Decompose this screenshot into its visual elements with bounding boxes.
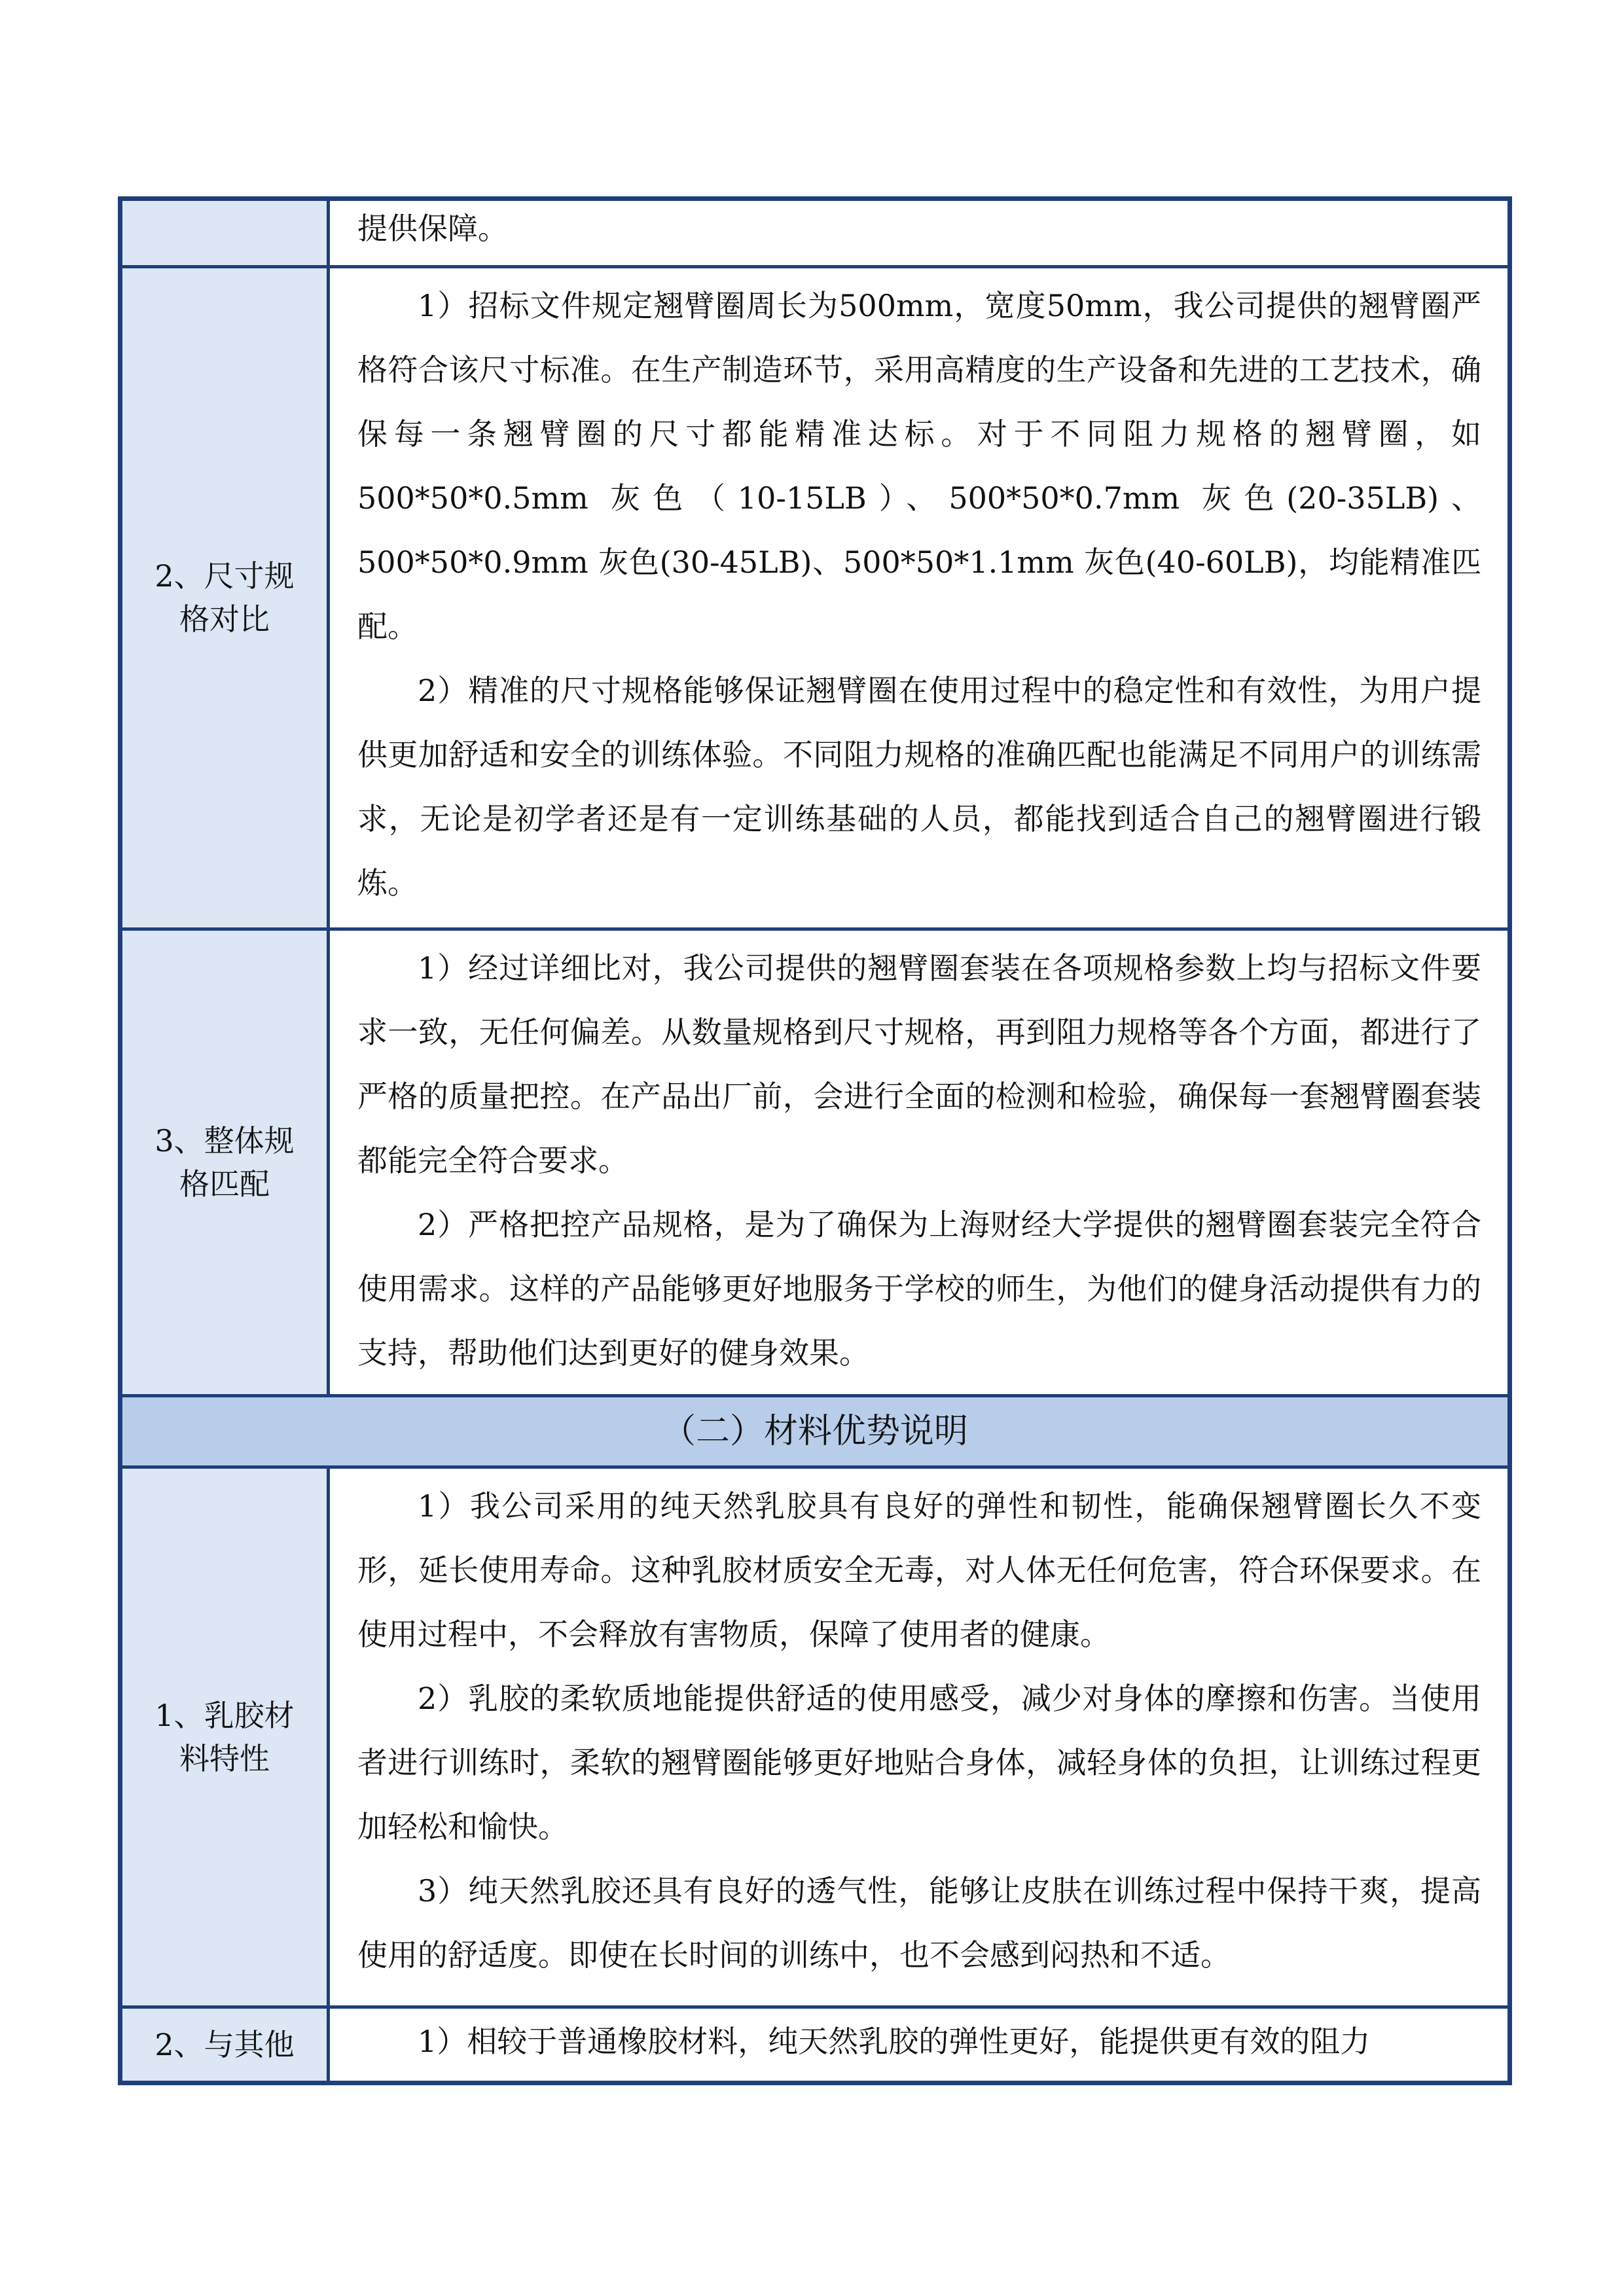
paragraph: 3）纯天然乳胶还具有良好的透气性，能够让皮肤在训练过程中保持干爽，提高使用的舒适度。即使在长时间的训练中，也不会感到闷热和不适。 bbox=[357, 1873, 1481, 1973]
table-row-continuation bbox=[120, 199, 1510, 267]
row-label-empty bbox=[120, 199, 329, 267]
row-label bbox=[120, 267, 329, 929]
row-label-text: 2、与其他 bbox=[154, 2026, 295, 2062]
table-row-size-spec bbox=[120, 267, 1510, 929]
table-row-overall-spec bbox=[120, 929, 1510, 1395]
row-content bbox=[329, 2007, 1510, 2083]
row-content bbox=[329, 1467, 1510, 2007]
table-row-compare bbox=[120, 2007, 1510, 2083]
table-row-latex bbox=[120, 1467, 1510, 2007]
row-label bbox=[120, 1467, 329, 2007]
paragraph: 1）经过详细比对，我公司提供的翘臂圈套装在各项规格参数上均与招标文件要求一致，无任何偏差。从数量规格到尺寸规格，再到阻力规格等各个方面，都进行了严格的质量把控。在产品出厂前，会进行全面的检测和检验，确保每一套翘臂圈套装都能完全符合要求。 bbox=[357, 950, 1481, 1178]
paragraph: 2）严格把控产品规格，是为了确保为上海财经大学提供的翘臂圈套装完全符合使用需求。这样的产品能够更好地服务于学校的师生，为他们的健身活动提供有力的支持，帮助他们达到更好的健身效果。 bbox=[357, 1206, 1481, 1371]
paragraph: 2）精准的尺寸规格能够保证翘臂圈在使用过程中的稳定性和有效性，为用户提供更加舒适和安全的训练体验。不同阻力规格的准确匹配也能满足不同用户的训练需求，无论是初学者还是有一定训练基础的人员，都能找到适合自己的翘臂圈进行锻炼。 bbox=[357, 673, 1481, 901]
paragraph: 1）相较于普通橡胶材料，纯天然乳胶的弹性更好，能提供更有效的阻力 bbox=[418, 2023, 1371, 2059]
row-label bbox=[120, 2007, 329, 2083]
row-content bbox=[329, 267, 1510, 929]
paragraph: 1）我公司采用的纯天然乳胶具有良好的弹性和韧性，能确保翘臂圈长久不变形，延长使用寿命。这种乳胶材质安全无毒，对人体无任何危害，符合环保要求。在使用过程中，不会释放有害物质，保障了使用者的健康。 bbox=[357, 1488, 1481, 1652]
row-label bbox=[120, 929, 329, 1395]
spec-table bbox=[118, 196, 1512, 2085]
row-label-text: 3、整体规格匹配 bbox=[154, 1122, 295, 1202]
row-content bbox=[329, 199, 1510, 267]
paragraph: 1）招标文件规定翘臂圈周长为500mm，宽度50mm，我公司提供的翘臂圈严格符合该尺寸标准。在生产制造环节，采用高精度的生产设备和先进的工艺技术，确保每一条翘臂圈的尺寸都能精准达标。对于不同阻力规格的翘臂圈，如 500*50*0.5mm 灰色（10-15LB）、500*50*0.7mm 灰色(20-35LB)、500*50*0.9mm 灰色(30-45LB)、500*50*1.1mm 灰色(40-60LB)，均能精准匹配。 bbox=[357, 288, 1481, 645]
paragraph: 提供保障。 bbox=[357, 211, 508, 246]
section-header: （二）材料优势说明 bbox=[120, 1395, 1510, 1467]
row-label-text: 2、尺寸规格对比 bbox=[154, 558, 295, 637]
row-content bbox=[329, 929, 1510, 1395]
row-label-text: 1、乳胶材料特性 bbox=[154, 1697, 295, 1776]
paragraph: 2）乳胶的柔软质地能提供舒适的使用感受，减少对身体的摩擦和伤害。当使用者进行训练时，柔软的翘臂圈能够更好地贴合身体，减轻身体的负担，让训练过程更加轻松和愉快。 bbox=[357, 1680, 1481, 1844]
section-header-row bbox=[120, 1395, 1510, 1467]
